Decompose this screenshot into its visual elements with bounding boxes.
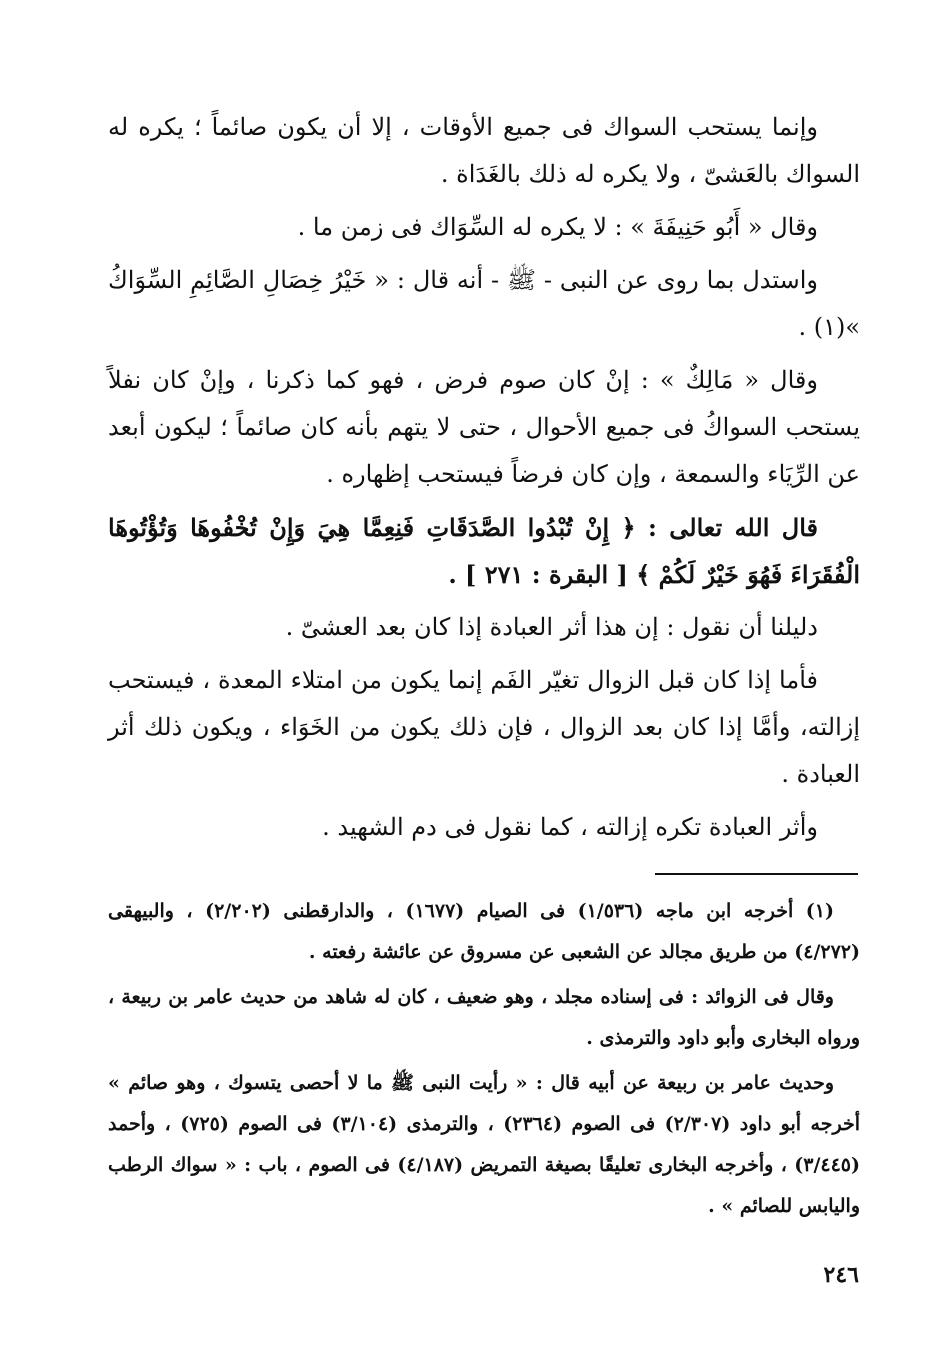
footnote: وقال فى الزوائد : فى إسناده مجلد ، وهو ضعيف ، كان له شاهد من حديث عامر بن ربيعة ، ورواه البخارى وأبو داود والترمذى . <box>108 986 860 1049</box>
paragraph: وقال « مَالِكٌ » : إنْ كان صوم فرض ، فهو كما ذكرنا ، وإنْ كان نفلاً يستحب السواكُ فى جميع الأحوال ، حتى لا يتهم بأنه كان صائماً ؛ ليكون أبعد عن الرِّيَاء والسمعة ، وإن كان فرضاً فيستحب إظهاره . <box>108 366 861 488</box>
paragraph: واستدل بما روى عن النبى - ﷺ - أنه قال : « خَيْرُ خِصَالِ الصَّائِمِ السِّوَاكُ »(١) . <box>108 266 860 341</box>
footnotes <box>108 891 860 1231</box>
page-number: ٢٤٦ <box>823 1262 859 1288</box>
paragraph: وإنما يستحب السواك فى جميع الأوقات ، إلا أن يكون صائماً ؛ يكره له السواك بالعَشىّ ، ولا يكره له ذلك بالغَدَاة . <box>108 113 860 188</box>
footnote: (١) أخرجه ابن ماجه (١/٥٣٦) فى الصيام (١٦٧٧) ، والدارقطنى (٢/٢٠٢) ، والبيهقى (٤/٢٧٢) من طريق مجالد عن الشعبى عن مسروق عن عائشة رفعته . <box>108 900 860 963</box>
footnote-separator <box>655 873 858 875</box>
paragraph: فأما إذا كان قبل الزوال تغيّر الفَم إنما يكون من امتلاء المعدة ، فيستحب إزالته، وأمَّا إذا كان بعد الزوال ، فإن ذلك يكون من الخَوَاء ، ويكون ذلك أثر العبادة . <box>108 666 860 788</box>
paragraph: دليلنا أن نقول : إن هذا أثر العبادة إذا كان بعد العشىّ . <box>285 613 818 641</box>
quran-quote-paragraph: قال الله تعالى : ﴿ إِنْ تُبْدُوا الصَّدَقَاتِ فَنِعِمَّا هِيَ وَإِنْ تُخْفُوهَا وَتُؤْتُوهَا الْفُقَرَاءَ فَهُوَ خَيْرٌ لَكُمْ ﴾ [ البقرة : ٢٧١ ] . <box>108 513 860 589</box>
paragraph: وأثر العبادة تكره إزالته ، كما نقول فى دم الشهيد . <box>322 813 818 841</box>
main-text <box>108 104 860 857</box>
footnote: وحديث عامر بن ربيعة عن أبيه قال : « رأيت النبى ﷺ ما لا أحصى يتسوك ، وهو صائم » أخرجه أبو داود (٢/٣٠٧) فى الصوم (٢٣٦٤) ، والترمذى (٣/١٠٤) فى الصوم (٧٢٥) ، وأحمد (٣/٤٤٥) ، وأخرجه البخارى تعليقًا بصيغة التمريض (٤/١٨٧) فى الصوم ، باب : « سواك الرطب واليابس للصائم » . <box>108 1072 860 1217</box>
paragraph: وقال « أَبُو حَنِيفَةَ » : لا يكره له السِّوَاك فى زمن ما . <box>297 213 818 241</box>
